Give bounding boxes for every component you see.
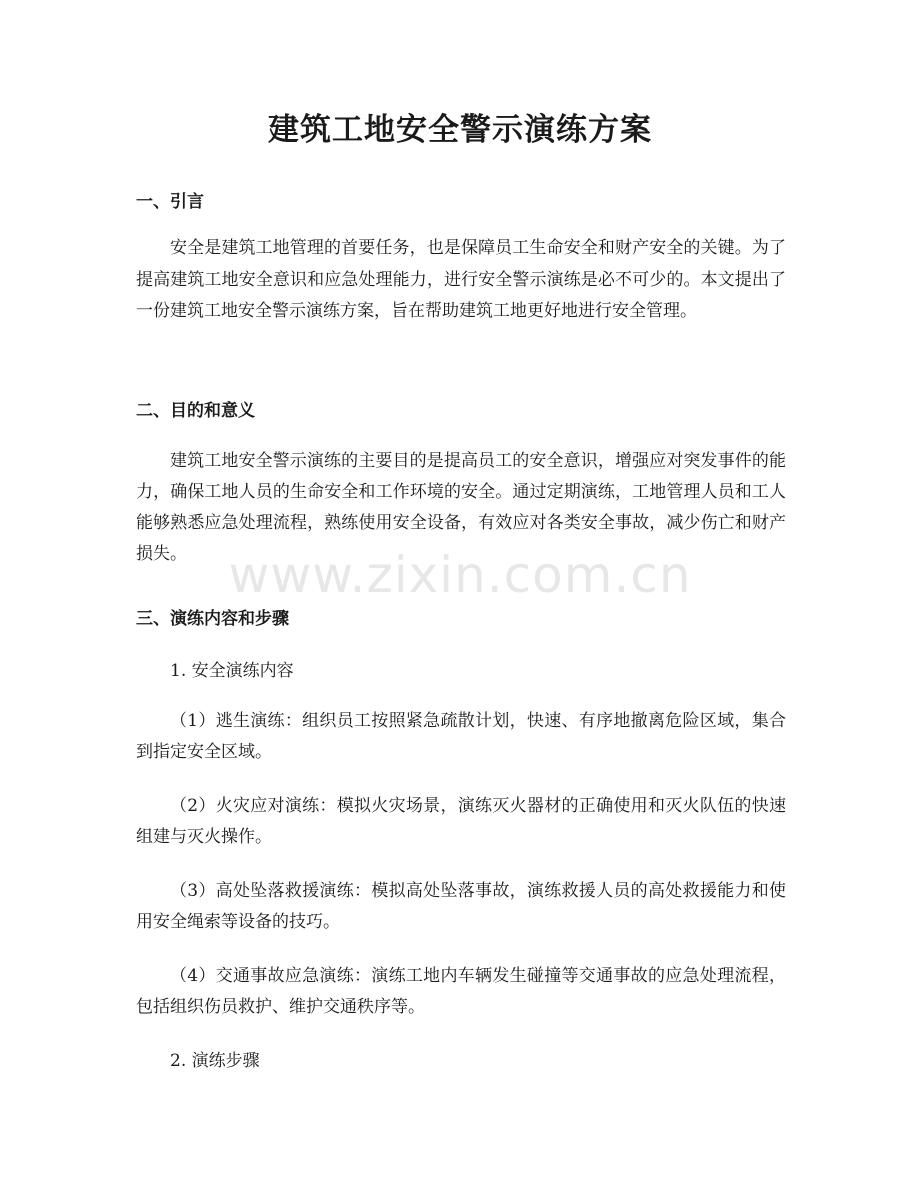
- list-item-fall-rescue: （3）高处坠落救援演练：模拟高处坠落事故，演练救援人员的高处救援能力和使用安全绳索等设备的技巧。: [136, 881, 786, 932]
- list-item-evacuation: （1）逃生演练：组织员工按照紧急疏散计划，快速、有序地撤离危险区域，集合到指定安全区域。: [136, 711, 786, 762]
- section-heading-introduction: 一、引言: [136, 192, 204, 212]
- list-item-traffic: （4）交通事故应急演练：演练工地内车辆发生碰撞等交通事故的应急处理流程，包括组织伤员救护、维护交通秩序等。: [136, 966, 786, 1017]
- section-paragraph-introduction: 安全是建筑工地管理的首要任务，也是保障员工生命安全和财产安全的关键。为了提高建筑工地安全意识和应急处理能力，进行安全警示演练是必不可少的。本文提出了一份建筑工地安全警示演练方案，旨在帮助建筑工地更好地进行安全管理。: [136, 238, 786, 321]
- section-heading-content-steps: 三、演练内容和步骤: [136, 609, 289, 629]
- watermark: www.zixin.com.cn: [228, 546, 692, 604]
- list-item-fire: （2）火灾应对演练：模拟火灾场景，演练灭火器材的正确使用和灭火队伍的快速组建与灭火操作。: [136, 796, 786, 847]
- section-heading-purpose: 二、目的和意义: [136, 401, 255, 421]
- subsection-steps: 2. 演练步骤: [170, 1051, 260, 1071]
- subsection-content: 1. 安全演练内容: [170, 661, 294, 681]
- section-paragraph-purpose: 建筑工地安全警示演练的主要目的是提高员工的安全意识，增强应对突发事件的能力，确保工地人员的生命安全和工作环境的安全。通过定期演练，工地管理人员和工人能够熟悉应急处理流程，熟练使用安全设备，有效应对各类安全事故，减少伤亡和财产损失。: [136, 451, 786, 564]
- document-title: 建筑工地安全警示演练方案: [268, 112, 652, 148]
